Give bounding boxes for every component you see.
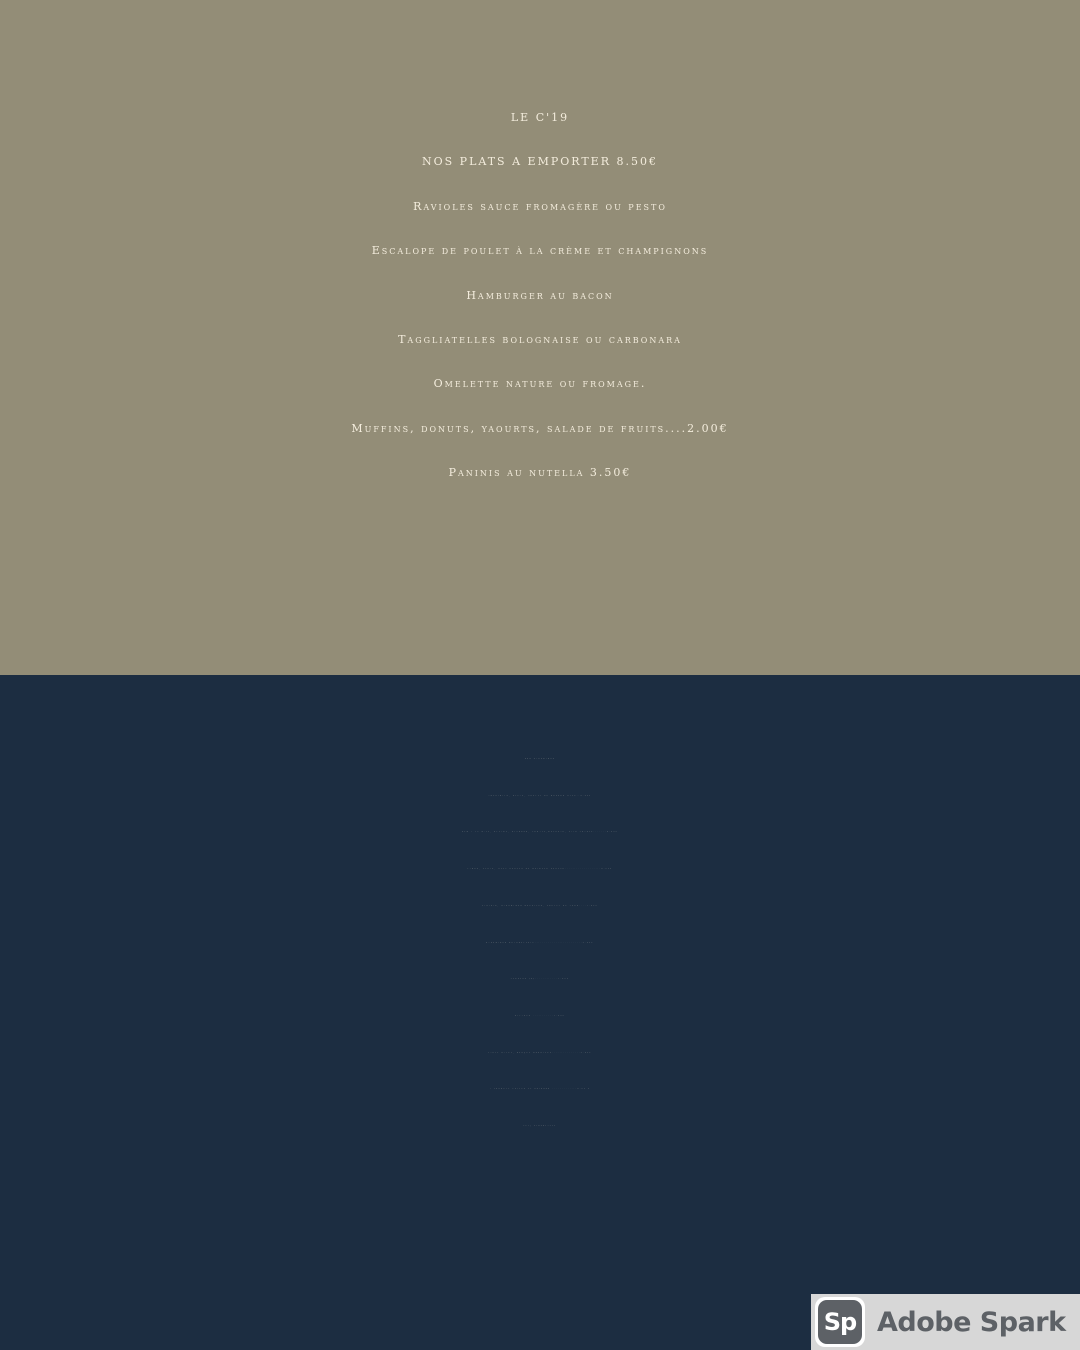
menu-line: Sandwichs charcuterie.........................3.50€: [486, 942, 594, 944]
dishes-heading: NOS PLATS A EMPORTER 8.50€: [422, 155, 658, 169]
menu-line: Taggliatelles bolognaise ou carbonara: [398, 333, 682, 347]
menu-line: Américain, steak, poulet ou cordon bleu..5.50€: [488, 795, 592, 797]
spark-logo-icon: [815, 1297, 865, 1347]
spark-logo-text: Sp: [818, 1300, 862, 1344]
menu-line: New " Le C'19, steack, oignons, tomate,cheddar, pain toasté.......5.50€: [461, 832, 619, 834]
menu-line: Salades ...........4.50€: [514, 1015, 566, 1017]
menu-line: Muffins, donuts, yaourts, salade de fruits....2.00€: [351, 421, 729, 435]
menu-line: Paninis au nutella 3.50€: [448, 466, 632, 480]
watermark-brand: Adobe Spark: [877, 1306, 1066, 1338]
menu-line: paninis, sandwichs crudités, poulet ou thon....4.50€: [482, 905, 598, 907]
menu-line: Tarte salée, croque monsieur...............3.50€: [488, 1052, 592, 1054]
take-away-dishes-list: [0, 96, 1080, 496]
menu-line: Tacos, kebab, beef burger ou chicken Burger...................5.00€: [467, 869, 613, 871]
menu-line: Escalope de poulet à la crème et champignons: [371, 244, 709, 258]
menu-line: Omelette nature ou fromage.: [433, 377, 647, 391]
phone-number: Tel/ 0465874977: [523, 1126, 557, 1128]
menu-line: + Formule frites et boisson .............2.00 €: [489, 1089, 591, 1091]
adobe-spark-watermark: [811, 1294, 1080, 1350]
menu-line: Ravioles sauce fromagère ou pesto: [413, 199, 667, 213]
menu-line: Tenders (5)............4.50€: [510, 979, 570, 981]
restaurant-name: LE C'19: [510, 111, 570, 124]
sandwich-list: [0, 742, 1080, 1146]
sandwiches-heading: nos sandwichs: [524, 759, 556, 760]
menu-line: Hamburger au bacon: [466, 288, 614, 302]
